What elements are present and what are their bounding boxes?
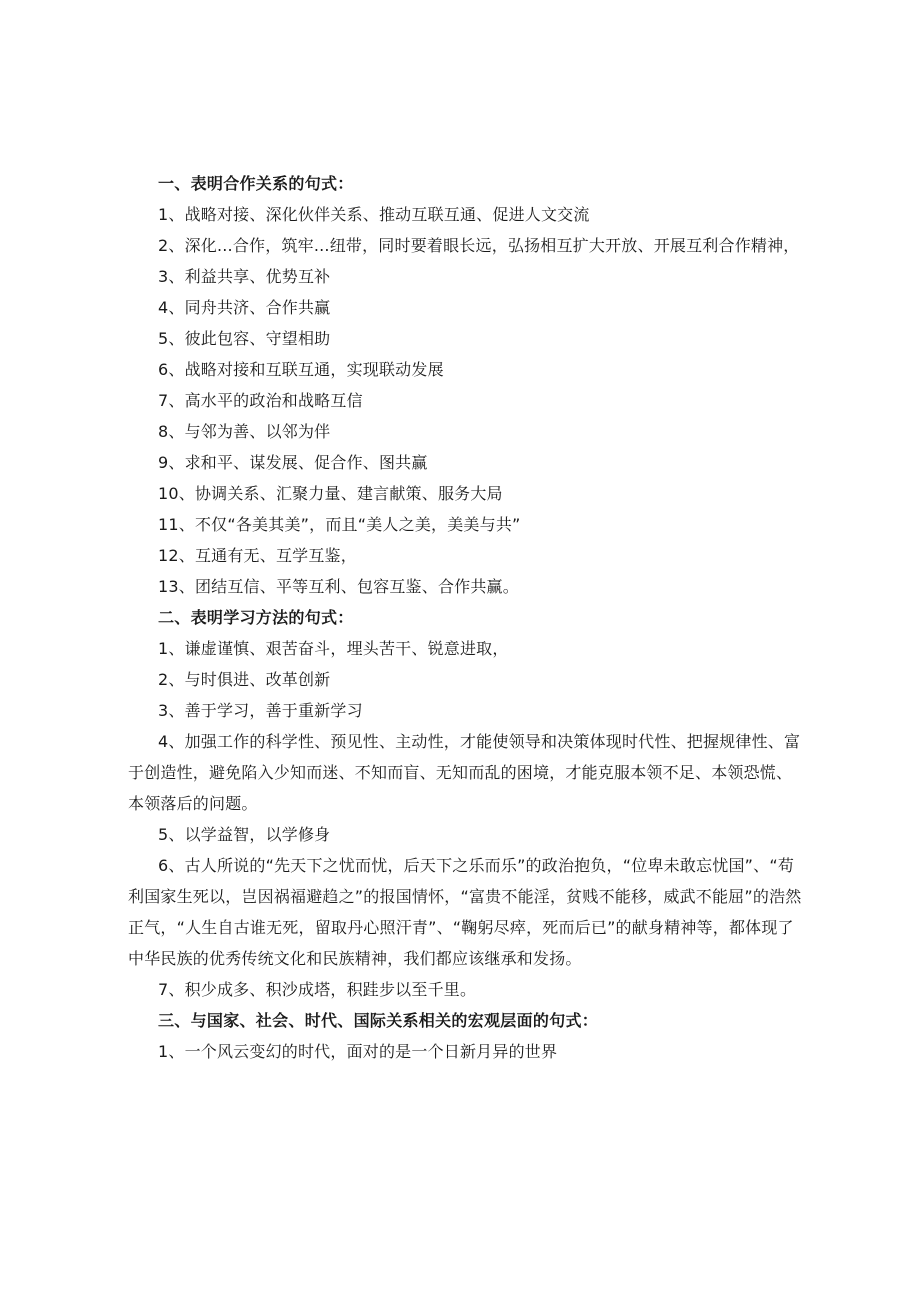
list-item: 5、彼此包容、守望相助 [158, 329, 331, 348]
list-item: 1、谦虚谨慎、艰苦奋斗，埋头苦干、锐意进取， [158, 639, 509, 658]
list-item: 13、团结互信、平等互利、包容互鉴、合作共赢。 [158, 577, 519, 596]
list-item: 5、以学益智，以学修身 [158, 825, 331, 844]
list-item: 1、一个风云变幻的时代，面对的是一个日新月异的世界 [158, 1042, 558, 1061]
list-item: 2、深化...合作，筑牢...纽带，同时要着眼长远，弘扬相互扩大开放、开展互利合作精神， [158, 236, 800, 255]
list-item: 6、古人所说的“先天下之忧而忧，后天下之乐而乐”的政治抱负，“位卑未敢忘忧国”、“苟利国家生死以，岂因祸福避趋之”的报国情怀，“富贵不能淫，贫贱不能移，威武不能屈”的浩然正气，“人生自古谁无死，留取丹心照汗青”、“鞠躬尽瘁，死而后已”的献身精神等，都体现了中华民族的优秀传统文化和民族精神，我们都应该继承和发扬。 [128, 856, 802, 968]
list-item: 4、同舟共济、合作共赢 [158, 298, 331, 317]
list-item: 6、战略对接和互联互通，实现联动发展 [158, 360, 444, 379]
list-item: 9、求和平、谋发展、促合作、图共赢 [158, 453, 428, 472]
section-heading: 一、表明合作关系的句式： [158, 174, 354, 193]
list-item: 3、利益共享、优势互补 [158, 267, 331, 286]
list-item: 3、善于学习，善于重新学习 [158, 701, 363, 720]
list-item: 12、互通有无、互学互鉴， [158, 546, 357, 565]
section-heading: 二、表明学习方法的句式： [158, 608, 354, 627]
list-item: 11、不仅“各美其美”，而且“美人之美，美美与共” [158, 515, 521, 534]
list-item: 4、加强工作的科学性、预见性、主动性，才能使领导和决策体现时代性、把握规律性、富于创造性，避免陷入少知而迷、不知而盲、无知而乱的困境，才能克服本领不足、本领恐慌、本领落后的问题。 [128, 732, 801, 813]
list-item: 7、高水平的政治和战略互信 [158, 391, 363, 410]
list-item: 10、协调关系、汇聚力量、建言献策、服务大局 [158, 484, 503, 503]
list-item: 2、与时俱进、改革创新 [158, 670, 331, 689]
list-item: 1、战略对接、深化伙伴关系、推动互联互通、促进人文交流 [158, 205, 590, 224]
list-item: 7、积少成多、积沙成塔，积跬步以至千里。 [158, 980, 477, 999]
section-heading: 三、与国家、社会、时代、国际关系相关的宏观层面的句式： [158, 1011, 599, 1030]
document-body [128, 168, 808, 1067]
list-item: 8、与邻为善、以邻为伴 [158, 422, 331, 441]
